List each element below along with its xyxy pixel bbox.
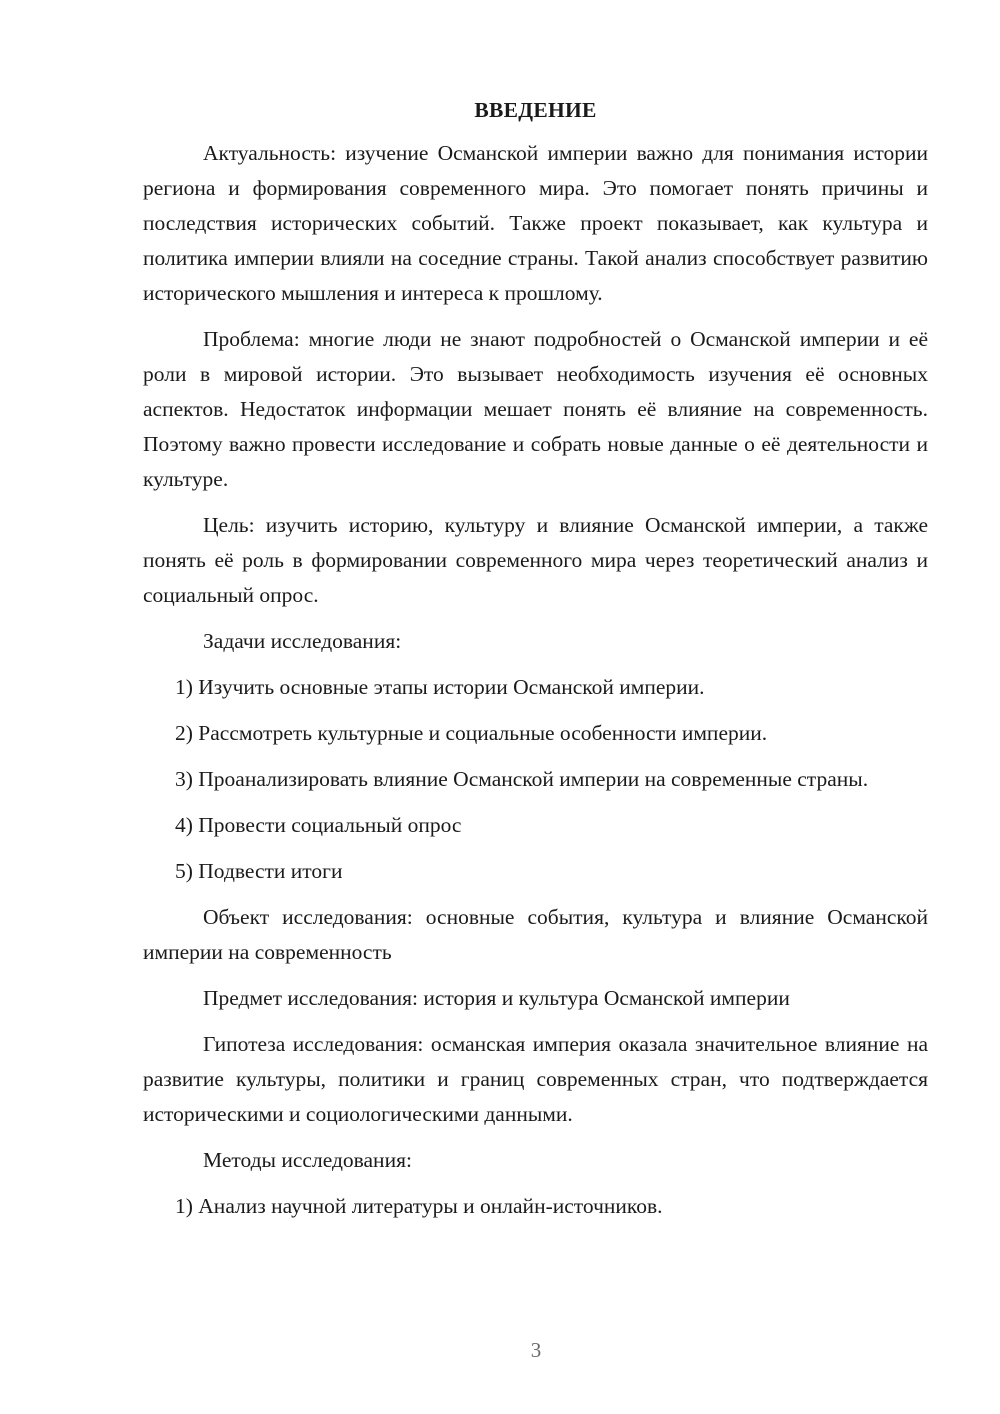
paragraph-goal: Цель: изучить историю, культуру и влияние Османской империи, а также понять её роль в формировании современного мира через теоретический анализ и социальный опрос. bbox=[143, 513, 928, 607]
paragraph-object: Объект исследования: основные события, культура и влияние Османской империи на современность bbox=[143, 905, 928, 964]
paragraph-relevance: Актуальность: изучение Османской империи важно для понимания истории региона и формирования современного мира. Это помогает понять причины и последствия исторических событий. Также проект показывает, как культура и политика империи влияли на соседние страны. Такой анализ способствует развитию исторического мышления и интереса к прошлому. bbox=[143, 141, 928, 305]
method-item-1: 1) Анализ научной литературы и онлайн-источников. bbox=[175, 1194, 663, 1218]
methods-heading: Методы исследования: bbox=[203, 1148, 412, 1172]
tasks-heading: Задачи исследования: bbox=[203, 629, 402, 653]
task-item-2: 2) Рассмотреть культурные и социальные особенности империи. bbox=[175, 721, 768, 745]
task-item-3: 3) Проанализировать влияние Османской империи на современные страны. bbox=[175, 767, 869, 791]
task-item-1: 1) Изучить основные этапы истории Османской империи. bbox=[175, 675, 705, 699]
page-number: 3 bbox=[530, 1338, 542, 1362]
paragraph-hypothesis: Гипотеза исследования: османская империя оказала значительное влияние на развитие культуры, политики и границ современных стран, что подтверждается историческими и социологическими данными. bbox=[143, 1032, 928, 1126]
task-item-4: 4) Провести социальный опрос bbox=[175, 813, 462, 837]
page-content bbox=[143, 93, 928, 1235]
section-title: ВВЕДЕНИЕ bbox=[474, 98, 597, 122]
task-item-5: 5) Подвести итоги bbox=[175, 859, 343, 883]
paragraph-problem: Проблема: многие люди не знают подробностей о Османской империи и её роли в мировой истории. Это вызывает необходимость изучения её основных аспектов. Недостаток информации мешает понять её влияние на современность. Поэтому важно провести исследование и собрать новые данные о её деятельности и культуре. bbox=[143, 327, 928, 491]
paragraph-subject: Предмет исследования: история и культура Османской империи bbox=[203, 986, 790, 1010]
